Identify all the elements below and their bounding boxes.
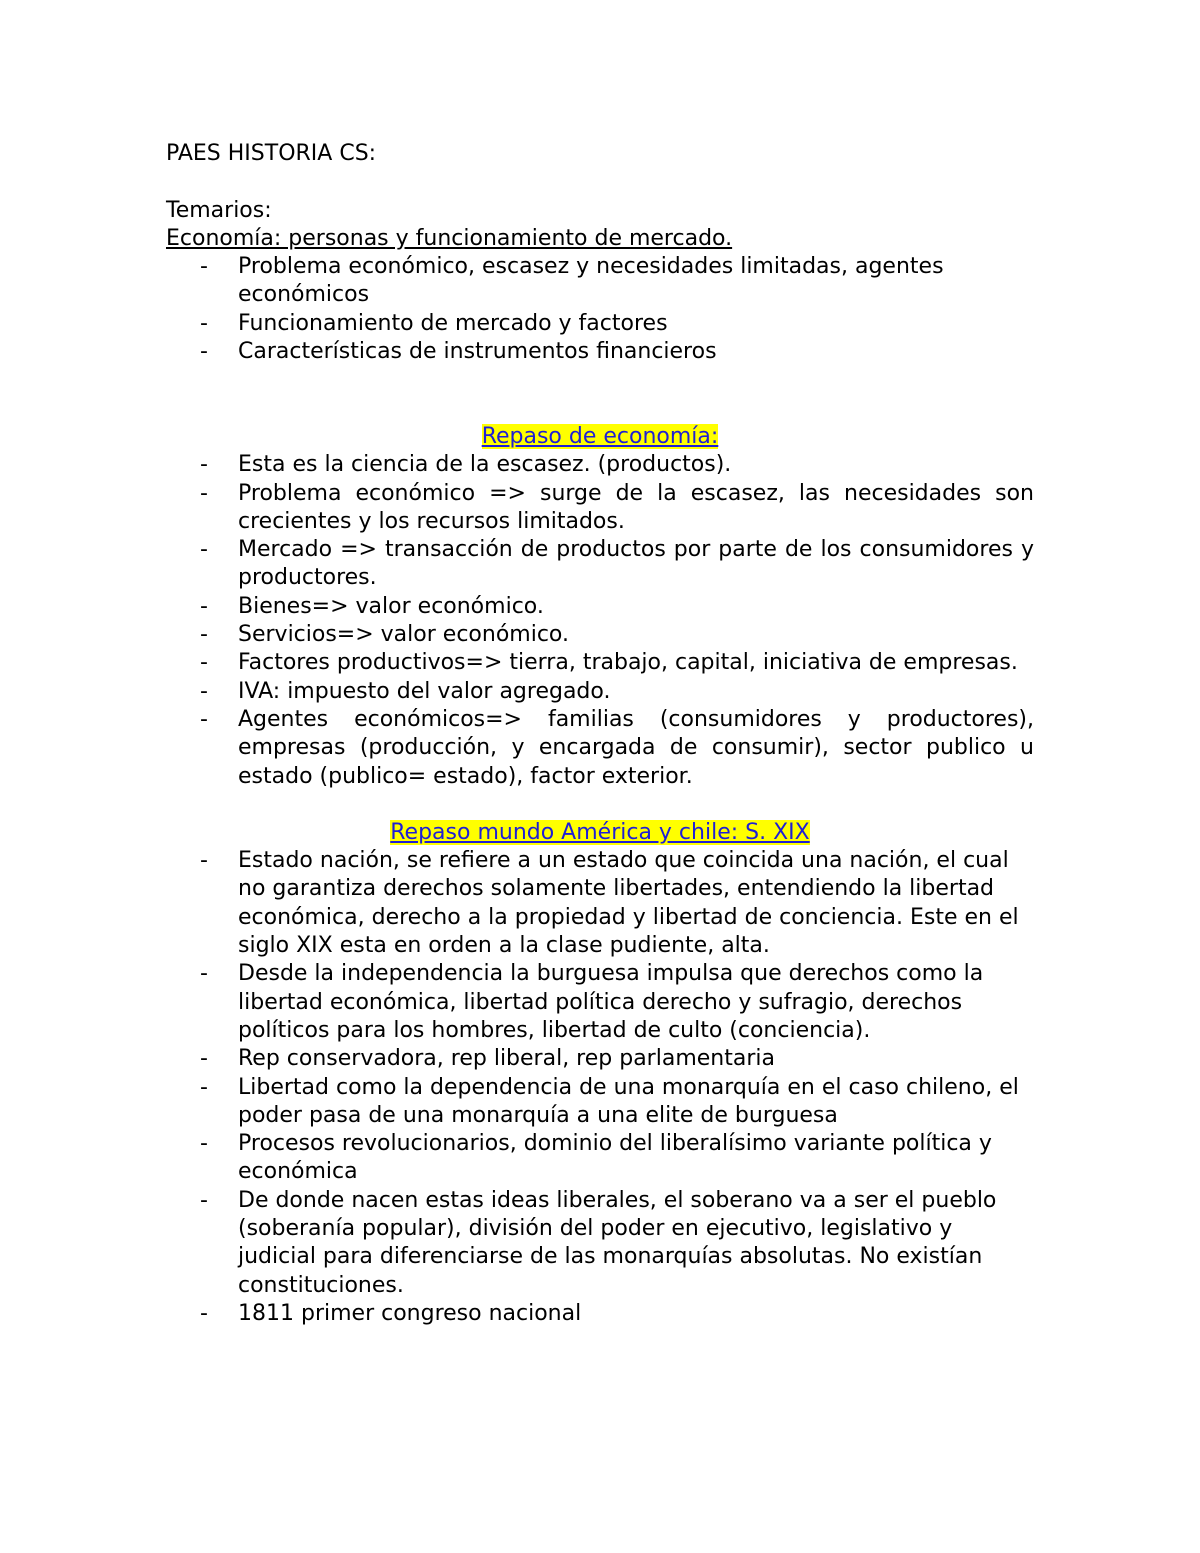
dash-bullet: - [200, 593, 208, 619]
list-item: - Rep conservadora, rep liberal, rep parlamentaria [166, 1045, 1034, 1073]
list-item: - Libertad como la dependencia de una monarquía en el caso chileno, el poder pasa de una monarquía a una elite de burguesa [200, 1074, 1019, 1128]
dash-bullet: - [200, 1131, 208, 1157]
dash-bullet: - [200, 1074, 208, 1100]
dash-bullet: - [200, 339, 208, 365]
temarios-label: Temarios: [166, 197, 272, 223]
dash-bullet: - [200, 678, 208, 704]
dash-bullet: - [200, 480, 208, 506]
dash-bullet: - [200, 537, 208, 563]
list-item: - Características de instrumentos financieros [166, 338, 1034, 366]
list-item: - Procesos revolucionarios, dominio del liberalísimo variante política y económica [200, 1131, 992, 1185]
dash-bullet: - [200, 1187, 208, 1213]
list-item: - Problema económico, escasez y necesidades limitadas, agentes económicos [200, 254, 944, 308]
list-item: - Problema económico => surge de la escasez, las necesidades son crecientes y los recursos limitados. [200, 480, 1034, 534]
document-title: PAES HISTORIA CS: [166, 141, 377, 166]
list-item: - De donde nacen estas ideas liberales, el soberano va a ser el pueblo (soberanía popular), división del poder en ejecutivo, legislativo y judicial para diferenciarse de las monarquías absolutas. No existían constituciones. [200, 1187, 997, 1298]
list-item: - Factores productivos=> tierra, trabajo, capital, iniciativa de empresas. [166, 649, 1034, 677]
repaso-economia-heading: Repaso de economía: [481, 423, 719, 449]
list-item: - 1811 primer congreso nacional [166, 1300, 1034, 1328]
dash-bullet: - [200, 961, 208, 987]
list-item: - Mercado => transacción de productos por parte de los consumidores y productores. [200, 537, 1034, 591]
blank-line [166, 168, 1034, 196]
list-item: - IVA: impuesto del valor agregado. [166, 678, 1034, 706]
dash-bullet: - [200, 1046, 208, 1072]
list-item: - Agentes económicos=> familias (consumidores y productores), empresas (producción, y encargada de consumir), sector publico u estado (publico= estado), factor exterior. [200, 706, 1034, 789]
dash-bullet: - [200, 650, 208, 676]
economia-heading: Economía: personas y funcionamiento de mercado. [166, 225, 733, 251]
repaso-mundo-heading: Repaso mundo América y chile: S. XIX [390, 819, 810, 845]
dash-bullet: - [200, 848, 208, 874]
dash-bullet: - [200, 706, 208, 732]
list-item: - Servicios=> valor económico. [166, 621, 1034, 649]
list-item: - Desde la independencia la burguesa impulsa que derechos como la libertad económica, libertad política derecho y sufragio, derechos políticos para los hombres, libertad de culto (conciencia). [200, 961, 984, 1043]
repaso-mundo-list [166, 847, 1034, 1328]
repaso-economia-list [166, 451, 1034, 791]
list-item: - Bienes=> valor económico. [166, 593, 1034, 621]
dash-bullet: - [200, 452, 208, 478]
dash-bullet: - [200, 310, 208, 336]
list-item: - Esta es la ciencia de la escasez. (productos). [166, 451, 1034, 479]
dash-bullet: - [200, 1300, 208, 1326]
temario-list [166, 253, 1034, 366]
blank-line [166, 791, 1034, 819]
dash-bullet: - [200, 254, 208, 280]
dash-bullet: - [200, 622, 208, 648]
blank-line [166, 366, 1034, 423]
document-body [166, 140, 1034, 1328]
list-item: - Estado nación, se refiere a un estado que coincida una nación, el cual no garantiza derechos solamente libertades, entendiendo la libertad económica, derecho a la propiedad y libertad de conciencia. Este en el siglo XIX esta en orden a la clase pudiente, alta. [200, 848, 1019, 959]
list-item: - Funcionamiento de mercado y factores [166, 310, 1034, 338]
